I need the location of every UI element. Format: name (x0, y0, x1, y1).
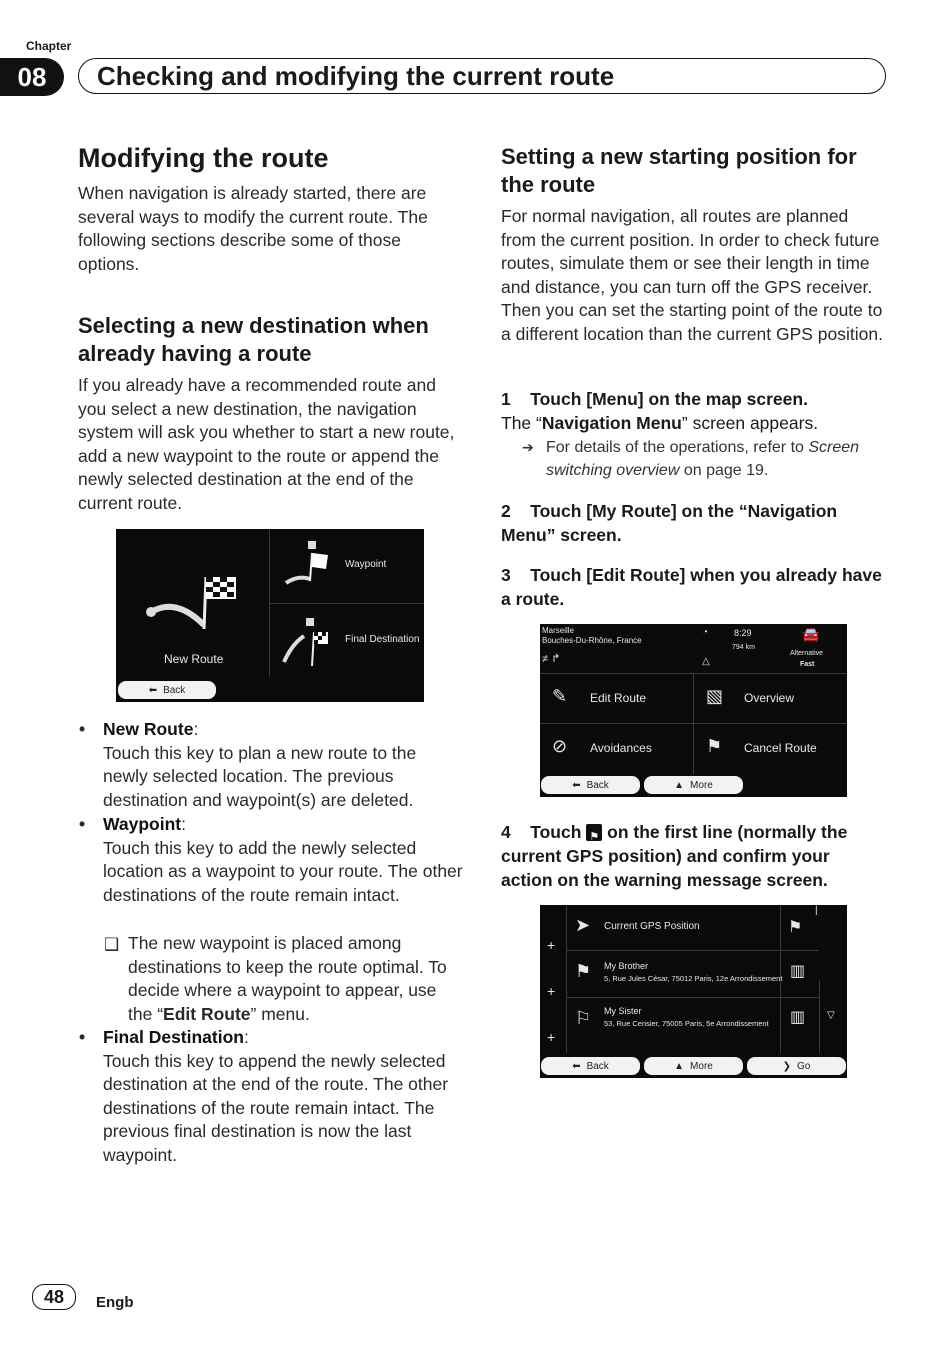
back-arrow-icon: ⬅ (572, 779, 581, 791)
step-3 (501, 563, 886, 611)
bullet-dot: • (79, 814, 86, 834)
final-destination-label: Final Destination (345, 634, 420, 645)
map-icon: ▧ (706, 686, 724, 706)
waypoint-flag-icon (280, 539, 336, 595)
plus-icon[interactable]: + (547, 983, 556, 999)
route-row-my-sister[interactable] (567, 998, 780, 1053)
go-label: Go (797, 1060, 811, 1072)
page-title: Modifying the route (78, 143, 329, 173)
checkbox-icon: ❑ (104, 935, 120, 954)
more-label: More (690, 779, 713, 791)
bullet-dot: • (79, 1027, 86, 1047)
back-button[interactable] (541, 1057, 640, 1075)
row-title: Current GPS Position (604, 921, 700, 932)
new-destination-screen (116, 529, 424, 702)
row-title: My Brother (604, 961, 649, 971)
cancel-route-label: Cancel Route (744, 741, 817, 755)
avoidances-option[interactable] (540, 724, 692, 773)
note-text: For details of the operations, refer to (546, 439, 809, 456)
back-label: Back (586, 779, 609, 791)
navigation-menu-screen (540, 624, 847, 797)
edit-route-option[interactable] (540, 674, 692, 723)
row-title: My Sister (604, 1006, 642, 1016)
bullet-text: Touch this key to add the newly selected location as a waypoint to your route. The other destinations of the route remain intact. (103, 837, 463, 905)
back-arrow-icon: ⬅ (572, 1060, 581, 1072)
overview-option[interactable] (694, 674, 847, 723)
right-paragraph: For normal navigation, all routes are planned from the current position. In order to check future routes, simulate them or see their length in time and distance, you can turn off the GPS receiver. Then you can set the starting point of the route to a different location than the current GPS position. (501, 206, 883, 344)
edit-route-label: Edit Route (590, 691, 647, 705)
warning-icon: △ (702, 656, 710, 667)
step-text: on the first line (normally the current GPS position) and confirm your action on the warning message screen. (501, 822, 848, 890)
go-arrow-icon: ❯ (782, 1060, 792, 1072)
new-route-flag-icon (136, 557, 246, 647)
step-text: Touch (530, 822, 582, 842)
back-button[interactable] (541, 776, 640, 794)
scroll-down-icon[interactable]: ▽ (827, 1010, 835, 1021)
avoidances-icon: ⊘ (552, 736, 568, 756)
scrollbar[interactable]: | (815, 905, 818, 916)
step-text: Touch [Edit Route] when you already have a route. (501, 565, 882, 609)
bullet-term: New Route (103, 719, 194, 739)
step-text: Touch [Menu] on the map screen. (530, 389, 808, 409)
bullet-text: Touch this key to plan a new route to the newly selected location. The previous destination and waypoint(s) are deleted. (103, 742, 417, 810)
bullet-term: Final Destination (103, 1027, 244, 1047)
route-row-my-brother[interactable] (567, 951, 783, 997)
alternative-label: Alternative (790, 650, 824, 657)
location-line1: Marseille (542, 626, 575, 635)
step-1-note (522, 436, 886, 482)
note-text: ” menu. (250, 1003, 310, 1024)
waypoint-label: Waypoint (345, 559, 387, 570)
row-address: 5, Rue Jules César, 75012 Paris, 12e Arrondissement (604, 974, 783, 983)
turn-icon: ≠ ↱ (542, 653, 561, 665)
row-address: 53, Rue Censier, 75005 Paris, 5e Arrondissement (604, 1019, 769, 1028)
bullet-dot: • (79, 719, 86, 739)
cancel-route-option[interactable] (694, 724, 847, 773)
more-button[interactable] (644, 1057, 743, 1075)
bullet-waypoint: • Waypoint: Touch this key to add the newly selected location as a waypoint to your route. The other destinations of the route remain intact. (79, 814, 463, 905)
waypoint-note (104, 932, 463, 1026)
flag-button-icon[interactable]: ⚑ (788, 919, 803, 936)
arrow-icon: ➔ (522, 439, 534, 455)
step-1-sub: The “Navigation Menu” screen appears. (501, 413, 819, 433)
chapter-title: Checking and modifying the current route (97, 61, 615, 91)
section1-paragraph: If you already have a recommended route and you select a new destination, the navigation system will ask you whether to start a new route, add a new waypoint to the route or append the newly selected destination at the end of the current route. (78, 375, 455, 513)
location-line2: Bouches-Du-Rhône, France (542, 636, 642, 645)
more-icon: ▲ (674, 779, 685, 791)
step-number: 3 (501, 565, 511, 585)
note-text: The new waypoint is placed among destinations to keep the route optimal. To decide where a waypoint to appear, use the “ (128, 933, 447, 1024)
plus-icon[interactable]: + (547, 937, 556, 953)
new-route-label: New Route (164, 652, 224, 666)
plus-icon[interactable]: + (547, 1029, 556, 1045)
intro-paragraph: When navigation is already started, there are several ways to modify the current route. The following sections describe some of those options. (78, 183, 428, 274)
go-button[interactable] (747, 1057, 846, 1075)
car-icon: 🚘 (802, 626, 820, 642)
overview-label: Overview (744, 691, 795, 705)
finish-flag-icon: ⚐ (575, 1008, 592, 1028)
cancel-flag-icon: ⚑ (706, 736, 723, 756)
page-language: Engb (96, 1294, 134, 1311)
bullet-final-destination: • Final Destination: Touch this key to append the newly selected destination at the end of the route. The other destinations of the route remain intact. The previous final destination is now the last waypoint. (79, 1027, 449, 1165)
back-label: Back (586, 1060, 609, 1072)
more-button[interactable] (644, 776, 743, 794)
page-number: 48 (32, 1284, 76, 1310)
note-link[interactable]: Screen switching overview (546, 439, 860, 479)
bullet-new-route: • New Route: Touch this key to plan a new route to the newly selected location. The previous destination and waypoint(s) are deleted. (79, 719, 417, 810)
edit-route-screen (540, 905, 847, 1078)
fast-label: Fast (800, 661, 815, 668)
trash-icon[interactable]: ▥ (790, 1009, 806, 1026)
time-value: 8:29 (734, 628, 752, 638)
bullet-term: Waypoint (103, 814, 182, 834)
waypoint-flag-icon: ⚑ (575, 961, 592, 981)
back-arrow-icon: ⬅ (148, 684, 158, 696)
back-button[interactable] (118, 681, 216, 699)
clock-icon: ◔ (702, 627, 709, 638)
chapter-label: Chapter (26, 39, 72, 53)
more-label: More (690, 1060, 713, 1072)
chapter-number: 08 (0, 58, 64, 96)
step-text: Touch [My Route] on the “Navigation Menu” screen. (501, 501, 838, 545)
step-number: 4 (501, 822, 511, 842)
step-1 (501, 387, 886, 435)
final-destination-flag-icon (278, 614, 334, 672)
step-number: 2 (501, 501, 511, 521)
gps-arrow-icon: ➤ (575, 915, 591, 935)
bullet-text: Touch this key to append the newly selected destination at the end of the route. The other destinations of the route remain intact. The previous final destination is now the last waypoint. (103, 1050, 449, 1165)
right-heading: Setting a new starting position for the route (501, 144, 857, 197)
trash-icon[interactable]: ▥ (790, 963, 806, 980)
route-row-current-gps[interactable] (567, 905, 780, 950)
step-4 (501, 820, 886, 892)
chapter-title-box (78, 58, 886, 94)
edit-route-icon: ✎ (552, 686, 568, 706)
back-label: Back (163, 684, 186, 696)
waypoint-option[interactable] (270, 529, 424, 603)
distance-value: 794 km (732, 644, 755, 651)
step-number: 1 (501, 389, 511, 409)
new-route-option[interactable] (116, 529, 268, 677)
note-text: on page 19. (679, 462, 769, 479)
step-2 (501, 499, 886, 547)
avoidances-label: Avoidances (590, 741, 652, 755)
more-icon: ▲ (674, 1060, 685, 1072)
note-term: Edit Route (163, 1003, 251, 1024)
final-destination-option[interactable] (270, 604, 424, 677)
section1-heading: Selecting a new destination when already having a route (78, 313, 429, 366)
flag-button-icon: ⚑ (586, 824, 602, 841)
divider (819, 980, 820, 1053)
